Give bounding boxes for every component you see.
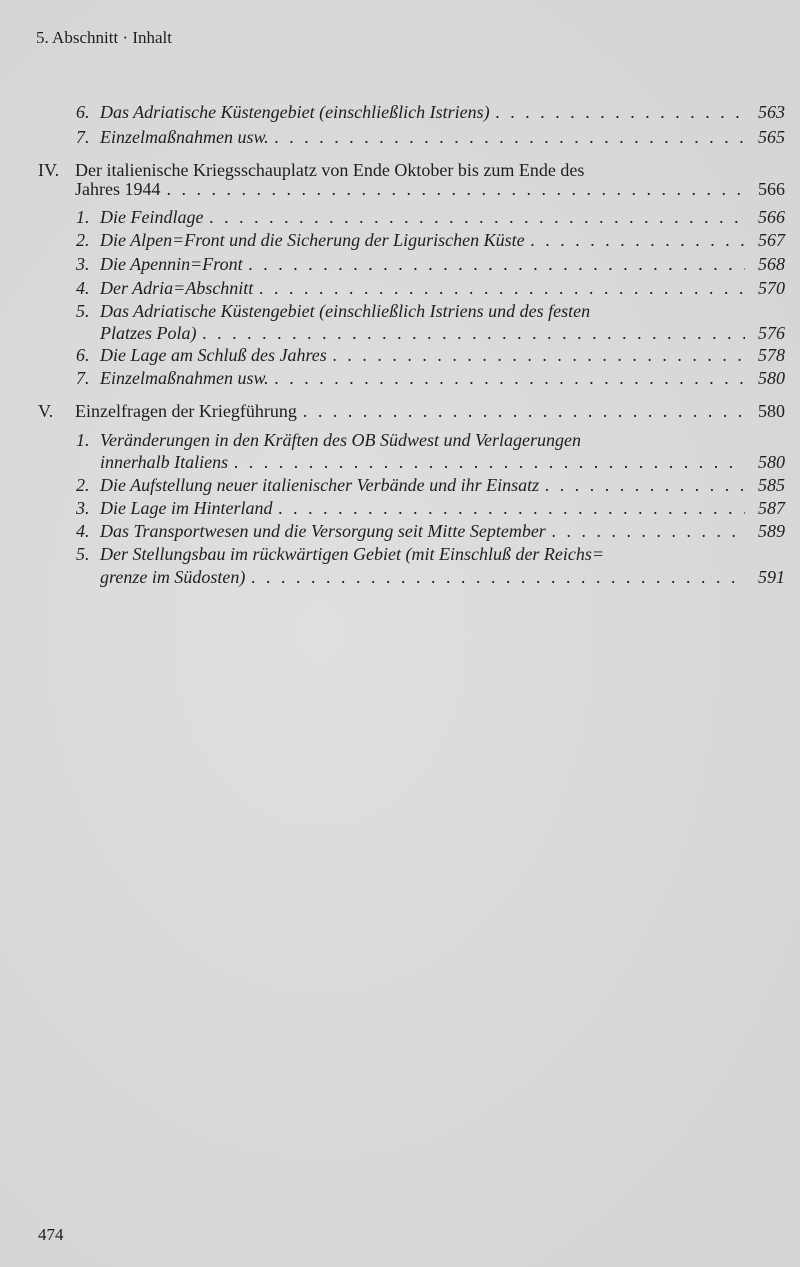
entry-page: 580	[758, 401, 785, 421]
entry-number: 2.	[76, 475, 90, 495]
entry-number: 7.	[76, 127, 90, 147]
toc-entry	[0, 497, 800, 519]
entry-title: Einzelmaßnahmen usw.	[100, 368, 269, 388]
entry-number: 6.	[76, 345, 90, 365]
entry-number: 7.	[76, 368, 90, 388]
entry-page: 567	[758, 230, 785, 250]
entry-title-line: grenze im Südosten)	[100, 567, 246, 587]
toc-entry	[0, 206, 800, 228]
entry-page: 580	[758, 368, 785, 388]
entry-number: 4.	[76, 521, 90, 541]
page-number: 474	[38, 1225, 64, 1244]
entry-title: Das Transportwesen und die Versorgung seit Mitte September	[100, 521, 546, 541]
entry-number: 3.	[76, 498, 90, 518]
toc-entry	[0, 300, 800, 322]
entry-number: 5.	[76, 544, 90, 564]
entry-page: 570	[758, 278, 785, 298]
entry-page: 566	[758, 207, 785, 227]
entry-page: 580	[758, 452, 785, 472]
dot-leader	[539, 474, 745, 496]
dot-leader	[245, 566, 745, 588]
dot-leader	[297, 400, 745, 422]
entry-title: Die Apennin=Front	[100, 254, 243, 274]
entry-number: 1.	[76, 207, 90, 227]
entry-number: 4.	[76, 278, 90, 298]
entry-title: Die Alpen=Front und die Sicherung der Ligurischen Küste	[100, 230, 525, 250]
dot-leader	[546, 520, 745, 542]
dot-leader	[269, 126, 745, 148]
entry-page: 563	[758, 102, 785, 122]
entry-title: Der Adria=Abschnitt	[100, 278, 254, 298]
entry-page: 589	[758, 521, 785, 541]
section-title: Einzelfragen der Kriegführung	[75, 401, 297, 421]
toc-entry	[0, 253, 800, 275]
toc-entry-cont	[0, 322, 800, 344]
entry-page: 565	[758, 127, 785, 147]
toc-entry	[0, 367, 800, 389]
section-title-line: Jahres 1944	[75, 179, 161, 199]
dot-leader	[273, 497, 746, 519]
entry-number: 3.	[76, 254, 90, 274]
entry-page: 585	[758, 475, 785, 495]
toc-section-cont	[0, 178, 800, 200]
section-number: V.	[38, 401, 54, 421]
dot-leader	[327, 344, 745, 366]
entry-title-line: Der Stellungsbau im rückwärtigen Gebiet (mit Einschluß der Reichs=	[100, 544, 605, 564]
toc-entry	[0, 126, 800, 148]
entry-page: 576	[758, 323, 785, 343]
section-title-line: Der italienische Kriegsschauplatz von Ende Oktober bis zum Ende des	[75, 160, 585, 180]
entry-title: Die Feindlage	[100, 207, 204, 227]
entry-page: 568	[758, 254, 785, 274]
dot-leader	[269, 367, 745, 389]
running-header: 5. Abschnitt · Inhalt	[36, 28, 172, 47]
toc-section	[0, 400, 800, 422]
entry-title-line: Das Adriatische Küstengebiet (einschließlich Istriens und des festen	[100, 301, 591, 321]
entry-number: 1.	[76, 430, 90, 450]
toc-entry	[0, 277, 800, 299]
toc-entry	[0, 229, 800, 251]
toc-entry-cont	[0, 451, 800, 473]
entry-number: 6.	[76, 102, 90, 122]
entry-title-line: innerhalb Italiens	[100, 452, 229, 472]
entry-title-line: Platzes Pola)	[100, 323, 197, 343]
dot-leader	[525, 229, 745, 251]
toc-entry	[0, 101, 800, 123]
entry-number: 5.	[76, 301, 90, 321]
entry-title: Das Adriatische Küstengebiet (einschließlich Istriens)	[100, 102, 490, 122]
section-number: IV.	[38, 160, 60, 180]
entry-page: 587	[758, 498, 785, 518]
entry-page: 578	[758, 345, 785, 365]
entry-number: 2.	[76, 230, 90, 250]
toc-entry	[0, 520, 800, 542]
toc-entry	[0, 474, 800, 496]
dot-leader	[228, 451, 745, 473]
toc-entry	[0, 344, 800, 366]
toc-entry	[0, 543, 800, 565]
entry-page: 566	[758, 179, 785, 199]
dot-leader	[197, 322, 746, 344]
dot-leader	[253, 277, 745, 299]
entry-title: Einzelmaßnahmen usw.	[100, 127, 269, 147]
entry-page: 591	[758, 567, 785, 587]
dot-leader	[243, 253, 745, 275]
dot-leader	[203, 206, 745, 228]
dot-leader	[490, 101, 745, 123]
entry-title: Die Lage im Hinterland	[100, 498, 273, 518]
entry-title-line: Veränderungen in den Kräften des OB Südwest und Verlagerungen	[100, 430, 581, 450]
toc-entry	[0, 429, 800, 451]
entry-title: Die Aufstellung neuer italienischer Verbände und ihr Einsatz	[100, 475, 540, 495]
entry-title: Die Lage am Schluß des Jahres	[100, 345, 327, 365]
dot-leader	[160, 178, 745, 200]
toc-entry-cont	[0, 566, 800, 588]
